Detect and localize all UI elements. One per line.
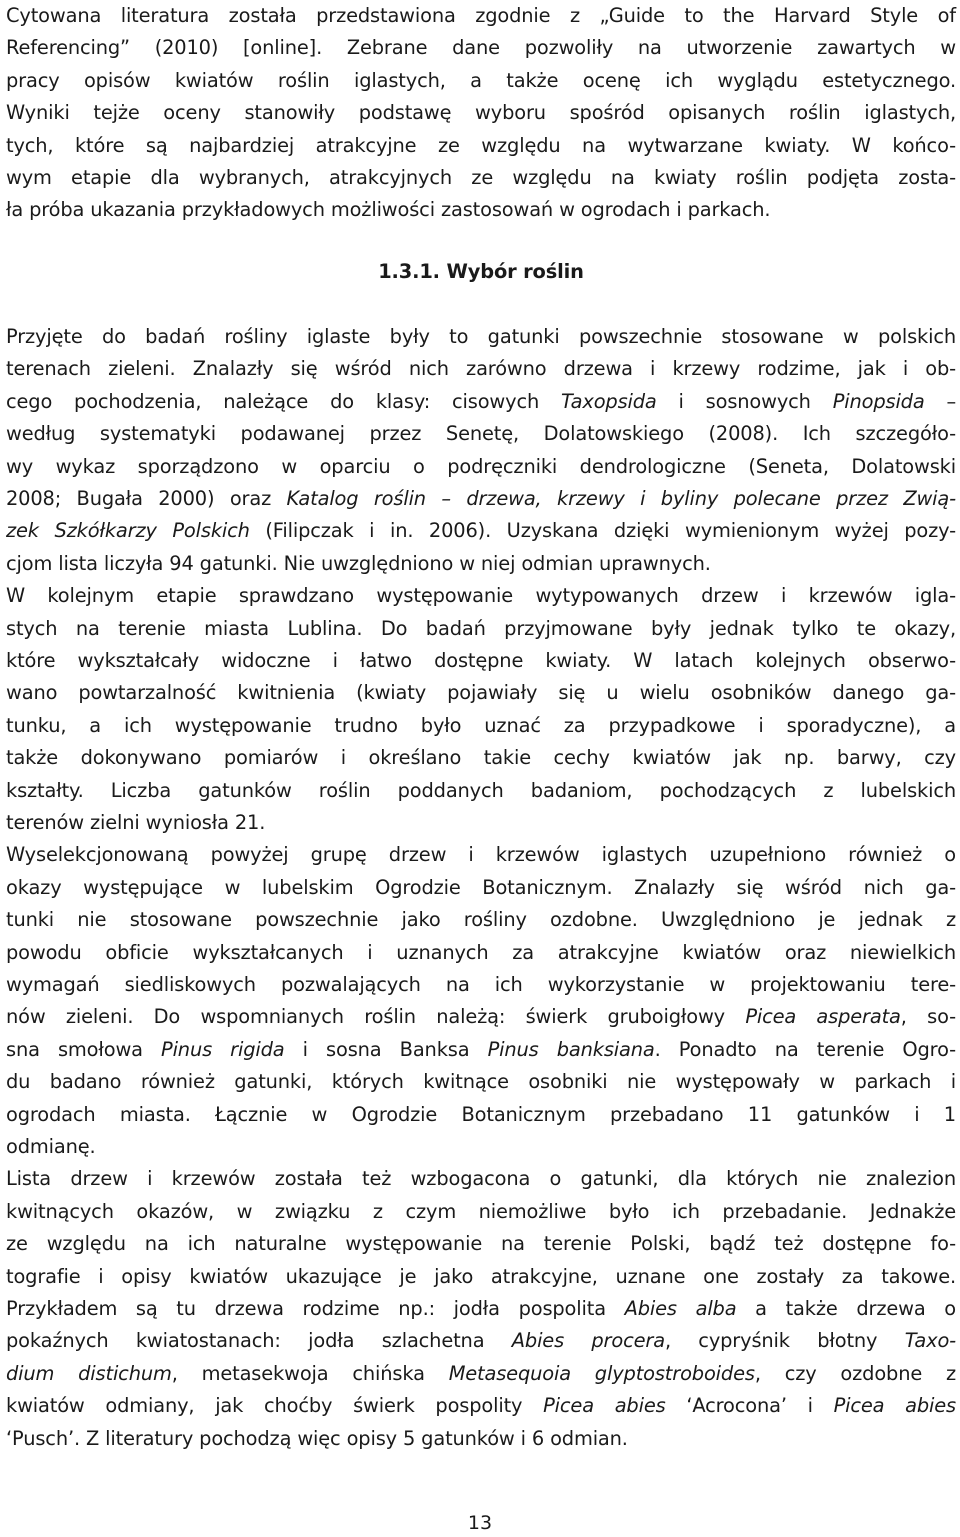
- text-run: ‘Pusch’. Z literatury pochodzą więc opisy 5 gatunków i 6 odmian.: [6, 1426, 628, 1450]
- text-line: [6, 1261, 956, 1293]
- text-line: [6, 613, 956, 645]
- section-heading: 1.3.1. Wybór roślin: [378, 260, 584, 283]
- text-run: a także drzewa o: [736, 1297, 956, 1320]
- text-run: , metasekwoja chińska: [171, 1361, 449, 1385]
- text-run: Przykładem są tu drzewa rodzime np.: jodła pospolita: [6, 1297, 625, 1320]
- text-line: [6, 483, 956, 515]
- text-run: wy wykaz sporządzono w oparciu o podręczniki dendrologiczne (Seneta, Dolatowski: [6, 454, 956, 478]
- text-line: [6, 839, 956, 871]
- text-line: [6, 548, 956, 580]
- text-line: [6, 353, 956, 385]
- text-line: [6, 937, 956, 969]
- text-run: Wyselekcjonowaną powyżej grupę drzew i krzewów iglastych uzupełniono również o: [6, 843, 956, 867]
- text-run: okazy występujące w lubelskim Ogrodzie Botanicznym. Znalazły się wśród nich ga-: [6, 875, 956, 899]
- text-run: terenach zieleni. Znalazły się wśród nich zarówno drzewa i krzewy rodzime, jak i ob-: [6, 357, 956, 381]
- text-run: sna smołowa: [6, 1037, 162, 1061]
- text-run: 2008; Bugała 2000) oraz: [6, 487, 287, 510]
- italic-term: Pinopsida: [832, 389, 925, 413]
- text-line: [6, 1293, 956, 1325]
- text-line: [6, 645, 956, 677]
- text-run: kwitnących okazów, w związku z czym niemożliwe było ich przebadanie. Jednakże: [6, 1199, 956, 1223]
- text-line: [6, 969, 956, 1001]
- text-line: [6, 904, 956, 936]
- text-run: stych na terenie miasta Lublina. Do badań przyjmowane były jednak tylko te okazy,: [6, 616, 956, 640]
- text-run: –: [924, 389, 957, 413]
- text-line: [6, 1423, 956, 1455]
- text-run: du badano również gatunki, których kwitnące osobniki nie występowały w parkach i: [6, 1070, 956, 1094]
- text-line: [6, 580, 956, 612]
- italic-term: Picea asperata: [745, 1005, 901, 1029]
- text-line: [6, 451, 956, 483]
- text-line: [6, 742, 956, 774]
- text-run: i sosna Banksa: [284, 1037, 488, 1061]
- text-run: ze względu na ich naturalne występowanie na terenie Polski, bądź też dostępne fo-: [6, 1232, 956, 1256]
- italic-term: Pinus banksiana: [487, 1037, 655, 1061]
- text-line: [6, 1034, 956, 1066]
- text-line: ła próba ukazania przykładowych możliwości zastosowań w ogrodach i parkach.: [6, 198, 771, 222]
- text-line: [6, 872, 956, 904]
- text-run: Przyjęte do badań rośliny iglaste były to gatunki powszechnie stosowane w polskich: [6, 325, 956, 348]
- text-line: Referencing” (2010) [online]. Zebrane dane pozwoliły na utworzenie zawartych w: [6, 36, 956, 60]
- text-run: i sosnowych: [656, 389, 833, 413]
- italic-term: Taxopsida: [560, 389, 657, 413]
- text-line: [6, 1066, 956, 1098]
- text-line: wym etapie dla wybranych, atrakcyjnych ze względu na kwiaty roślin podjęta zosta-: [6, 166, 956, 189]
- text-line: [6, 807, 956, 839]
- text-run: które wykształcały widoczne i łatwo dostępne kwiaty. W latach kolejnych obserwo-: [6, 649, 956, 672]
- text-line: [6, 677, 956, 709]
- text-run: ‘Acrocona’ i: [665, 1394, 834, 1418]
- text-line: Wyniki tejże oceny stanowiły podstawę wyboru spośród opisanych roślin iglastych,: [6, 101, 956, 125]
- text-run: wymagań siedliskowych pozwalających na ich wykorzystanie w projektowaniu tere-: [6, 973, 956, 996]
- text-run: pokaźnych kwiatostanach: jodła szlachetna: [6, 1329, 512, 1353]
- text-line: [6, 1001, 956, 1033]
- text-line: [6, 1163, 956, 1195]
- italic-term: Abies procera: [511, 1329, 665, 1353]
- text-line: [6, 418, 956, 450]
- italic-term: Metasequoia glyptostroboides: [448, 1361, 755, 1385]
- text-run: . Ponadto na terenie Ogro-: [654, 1037, 957, 1061]
- italic-term: zek Szkółkarzy Polskich: [6, 519, 250, 543]
- text-line: [6, 1325, 956, 1357]
- text-line: [6, 1131, 956, 1163]
- italic-term: Abies alba: [624, 1297, 737, 1320]
- text-run: , czy ozdobne z: [754, 1361, 957, 1385]
- text-run: odmianę.: [6, 1135, 96, 1158]
- text-line: [6, 1099, 956, 1131]
- text-line: Cytowana literatura została przedstawiona zgodnie z „Guide to the Harvard Style of: [6, 4, 956, 27]
- italic-term: dium distichum: [6, 1361, 172, 1385]
- text-run: według systematyki podawanej przez Senetę, Dolatowskiego (2008). Ich szczegóło-: [6, 422, 956, 446]
- text-run: powodu obficie wykształcanych i uznanych za atrakcyjne kwiatów oraz niewielkich: [6, 940, 956, 964]
- text-run: kształty. Liczba gatunków roślin poddanych badaniom, pochodzących z lubelskich: [6, 778, 956, 802]
- text-run: cego pochodzenia, należące do klasy: cisowych: [6, 389, 561, 413]
- text-line: [6, 1358, 956, 1390]
- text-run: tografie i opisy kwiatów ukazujące je jako atrakcyjne, uznane one zostały za takowe.: [6, 1264, 956, 1288]
- text-run: także dokonywano pomiarów i określano takie cechy kwiatów jak np. barwy, czy: [6, 746, 956, 770]
- text-line: [6, 775, 956, 807]
- text-run: kwiatów odmiany, jak choćby świerk pospolity: [6, 1394, 544, 1418]
- text-run: tunku, a ich występowanie trudno było uznać za przypadkowe i sporadyczne), a: [6, 713, 956, 737]
- text-run: ogrodach miasta. Łącznie w Ogrodzie Botanicznym przebadano 11 gatunków i 1: [6, 1102, 956, 1126]
- italic-term: Katalog roślin – drzewa, krzewy i byliny polecane przez Zwią-: [286, 487, 956, 510]
- text-line: [6, 1196, 956, 1228]
- text-line: [6, 1390, 956, 1422]
- text-line: [6, 386, 956, 418]
- text-line: [6, 321, 956, 353]
- text-run: tunki nie stosowane powszechnie jako rośliny ozdobne. Uwzględniono je jednak z: [6, 908, 956, 932]
- italic-term: Picea abies: [833, 1394, 956, 1418]
- text-line: pracy opisów kwiatów roślin iglastych, a także ocenę ich wyglądu estetycznego.: [6, 68, 956, 92]
- text-run: (Filipczak i in. 2006). Uzyskana dzięki wymienionym wyżej pozy-: [249, 519, 956, 543]
- italic-term: Taxo-: [904, 1329, 957, 1353]
- text-line: tych, które są najbardziej atrakcyjne ze względu na wytwarzane kwiaty. W końco-: [6, 133, 956, 157]
- text-run: terenów zielni wyniosła 21.: [6, 811, 266, 834]
- italic-term: Pinus rigida: [161, 1037, 285, 1061]
- text-line: [6, 710, 956, 742]
- italic-term: Picea abies: [543, 1394, 666, 1418]
- page-number: 13: [467, 1512, 493, 1534]
- text-run: nów zieleni. Do wspomnianych roślin należą: świerk gruboigłowy: [6, 1005, 746, 1029]
- text-line: [6, 1228, 956, 1260]
- text-run: Lista drzew i krzewów została też wzbogacona o gatunki, dla których nie znalezion: [6, 1167, 956, 1191]
- text-run: W kolejnym etapie sprawdzano występowanie wytypowanych drzew i krzewów igla-: [6, 584, 956, 608]
- text-run: wano powtarzalność kwitnienia (kwiaty pojawiały się u wielu osobników danego ga-: [6, 681, 956, 705]
- text-run: cjom lista liczyła 94 gatunki. Nie uwzględniono w niej odmian uprawnych.: [6, 551, 711, 575]
- text-run: , so-: [900, 1005, 956, 1029]
- text-run: , cypryśnik błotny: [664, 1329, 905, 1353]
- text-line: [6, 515, 956, 547]
